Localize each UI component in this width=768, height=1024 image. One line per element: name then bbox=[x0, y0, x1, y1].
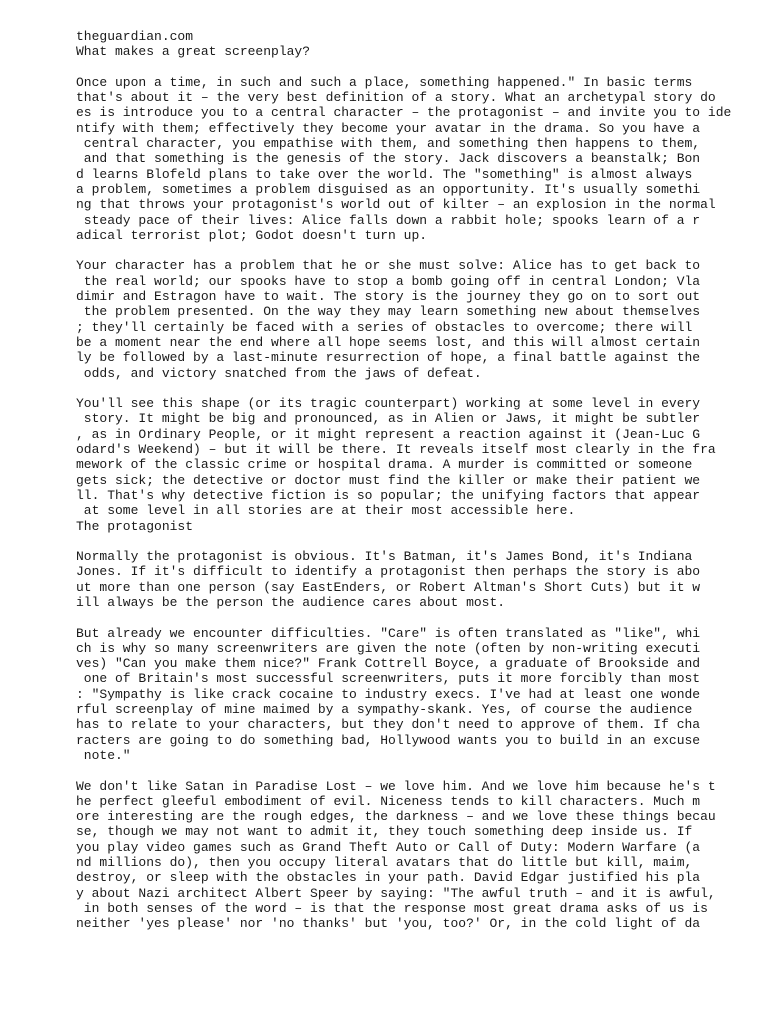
text-line: you play video games such as Grand Theft Auto or Call of Duty: Modern Warfare (a bbox=[76, 839, 701, 855]
text-line: ill always be the person the audience cares about most. bbox=[76, 594, 506, 610]
text-line: story. It might be big and pronounced, as in Alien or Jaws, it might be subtler bbox=[76, 411, 701, 427]
paragraph bbox=[76, 75, 756, 243]
text-line: Your character has a problem that he or she must solve: Alice has to get back to bbox=[76, 258, 701, 274]
text-line: gets sick; the detective or doctor must find the killer or make their patient we bbox=[76, 472, 701, 488]
article-body bbox=[76, 75, 756, 932]
text-line: But already we encounter difficulties. "Care" is often translated as "like", whi bbox=[76, 625, 701, 641]
text-line: note." bbox=[76, 747, 131, 763]
text-line: ng that throws your protagonist's world out of kilter – an explosion in the normal bbox=[76, 197, 716, 213]
paragraph-gap bbox=[76, 763, 756, 778]
text-line: odds, and victory snatched from the jaws of defeat. bbox=[76, 365, 482, 381]
text-line: neither 'yes please' nor 'no thanks' but 'you, too?' Or, in the cold light of da bbox=[76, 916, 701, 932]
text-line: Jones. If it's difficult to identify a protagonist then perhaps the story is abo bbox=[76, 564, 701, 580]
text-line: rful screenplay of mine maimed by a sympathy-skank. Yes, of course the audience bbox=[76, 702, 693, 718]
text-line: ntify with them; effectively they become your avatar in the drama. So you have a bbox=[76, 120, 701, 136]
text-line: that's about it – the very best definition of a story. What an archetypal story do bbox=[76, 90, 716, 106]
paragraph-gap bbox=[76, 610, 756, 625]
source-line: theguardian.com bbox=[76, 29, 194, 44]
text-line: adical terrorist plot; Godot doesn't turn up. bbox=[76, 227, 428, 243]
text-line: es is introduce you to a central character – the protagonist – and invite you to ide bbox=[76, 105, 732, 121]
paragraph-gap bbox=[76, 60, 756, 75]
text-line: se, though we may not want to admit it, they touch something deep inside us. If bbox=[76, 824, 693, 840]
text-line: has to relate to your characters, but they don't need to approve of them. If cha bbox=[76, 717, 701, 733]
text-line: odard's Weekend) – but it will be there. It reveals itself most clearly in the fra bbox=[76, 442, 716, 458]
article-title: What makes a great screenplay? bbox=[76, 44, 311, 60]
text-line: dimir and Estragon have to wait. The story is the journey they go on to sort out bbox=[76, 289, 701, 305]
paragraph-gap bbox=[76, 534, 756, 549]
text-line: and that something is the genesis of the story. Jack discovers a beanstalk; Bon bbox=[76, 151, 701, 167]
text-line: central character, you empathise with them, and something then happens to them, bbox=[76, 136, 701, 152]
text-line: : "Sympathy is like crack cocaine to industry execs. I've had at least one wonde bbox=[76, 686, 701, 702]
text-line: racters are going to do something bad, Hollywood wants you to build in an excuse bbox=[76, 732, 701, 748]
paragraph bbox=[76, 396, 756, 534]
text-line: Normally the protagonist is obvious. It's Batman, it's James Bond, it's Indiana bbox=[76, 549, 693, 565]
text-line: at some level in all stories are at their most accessible here. bbox=[76, 503, 576, 519]
paragraph bbox=[76, 779, 756, 932]
text-line: ly be followed by a last-minute resurrection of hope, a final battle against the bbox=[76, 350, 701, 366]
text-line: mework of the classic crime or hospital drama. A murder is committed or someone bbox=[76, 457, 693, 473]
text-line: You'll see this shape (or its tragic counterpart) working at some level in every bbox=[76, 396, 701, 412]
text-line: nd millions do), then you occupy literal avatars that do little but kill, maim, bbox=[76, 855, 693, 871]
paragraph bbox=[76, 549, 756, 610]
text-line: be a moment near the end where all hope seems lost, and this will almost certain bbox=[76, 334, 701, 350]
text-line: ore interesting are the rough edges, the darkness – and we love these things becau bbox=[76, 809, 716, 825]
text-line: y about Nazi architect Albert Speer by saying: "The awful truth – and it is awful, bbox=[76, 885, 716, 901]
paragraph-gap bbox=[76, 243, 756, 258]
text-line: , as in Ordinary People, or it might represent a reaction against it (Jean-Luc G bbox=[76, 426, 701, 442]
text-line: one of Britain's most successful screenwriters, puts it more forcibly than most bbox=[76, 671, 701, 687]
paragraph bbox=[76, 626, 756, 764]
text-line: the real world; our spooks have to stop a bomb going off in central London; Vla bbox=[76, 273, 701, 289]
text-line: the problem presented. On the way they may learn something new about themselves bbox=[76, 304, 701, 320]
text-line: destroy, or sleep with the obstacles in your path. David Edgar justified his pla bbox=[76, 870, 701, 886]
text-line: steady pace of their lives: Alice falls down a rabbit hole; spooks learn of a r bbox=[76, 212, 701, 228]
text-line: ; they'll certainly be faced with a series of obstacles to overcome; there will bbox=[76, 319, 693, 335]
text-line: Once upon a time, in such and such a place, something happened." In basic terms bbox=[76, 74, 693, 90]
paragraph-gap bbox=[76, 381, 756, 396]
text-line: ll. That's why detective fiction is so popular; the unifying factors that appear bbox=[76, 487, 701, 503]
text-line: ch is why so many screenwriters are given the note (often by non-writing executi bbox=[76, 640, 701, 656]
text-line: he perfect gleeful embodiment of evil. Niceness tends to kill characters. Much m bbox=[76, 793, 701, 809]
text-line: a problem, sometimes a problem disguised as an opportunity. It's usually somethi bbox=[76, 181, 701, 197]
text-line: d learns Blofeld plans to take over the world. The "something" is almost always bbox=[76, 166, 693, 182]
document-page bbox=[76, 29, 756, 932]
text-line: ut more than one person (say EastEnders, or Robert Altman's Short Cuts) but it w bbox=[76, 579, 701, 595]
text-line: The protagonist bbox=[76, 518, 194, 534]
text-line: ves) "Can you make them nice?" Frank Cottrell Boyce, a graduate of Brookside and bbox=[76, 656, 701, 672]
paragraph bbox=[76, 258, 756, 380]
text-line: We don't like Satan in Paradise Lost – we love him. And we love him because he's t bbox=[76, 778, 716, 794]
text-line: in both senses of the word – is that the response most great drama asks of us is bbox=[76, 900, 708, 916]
